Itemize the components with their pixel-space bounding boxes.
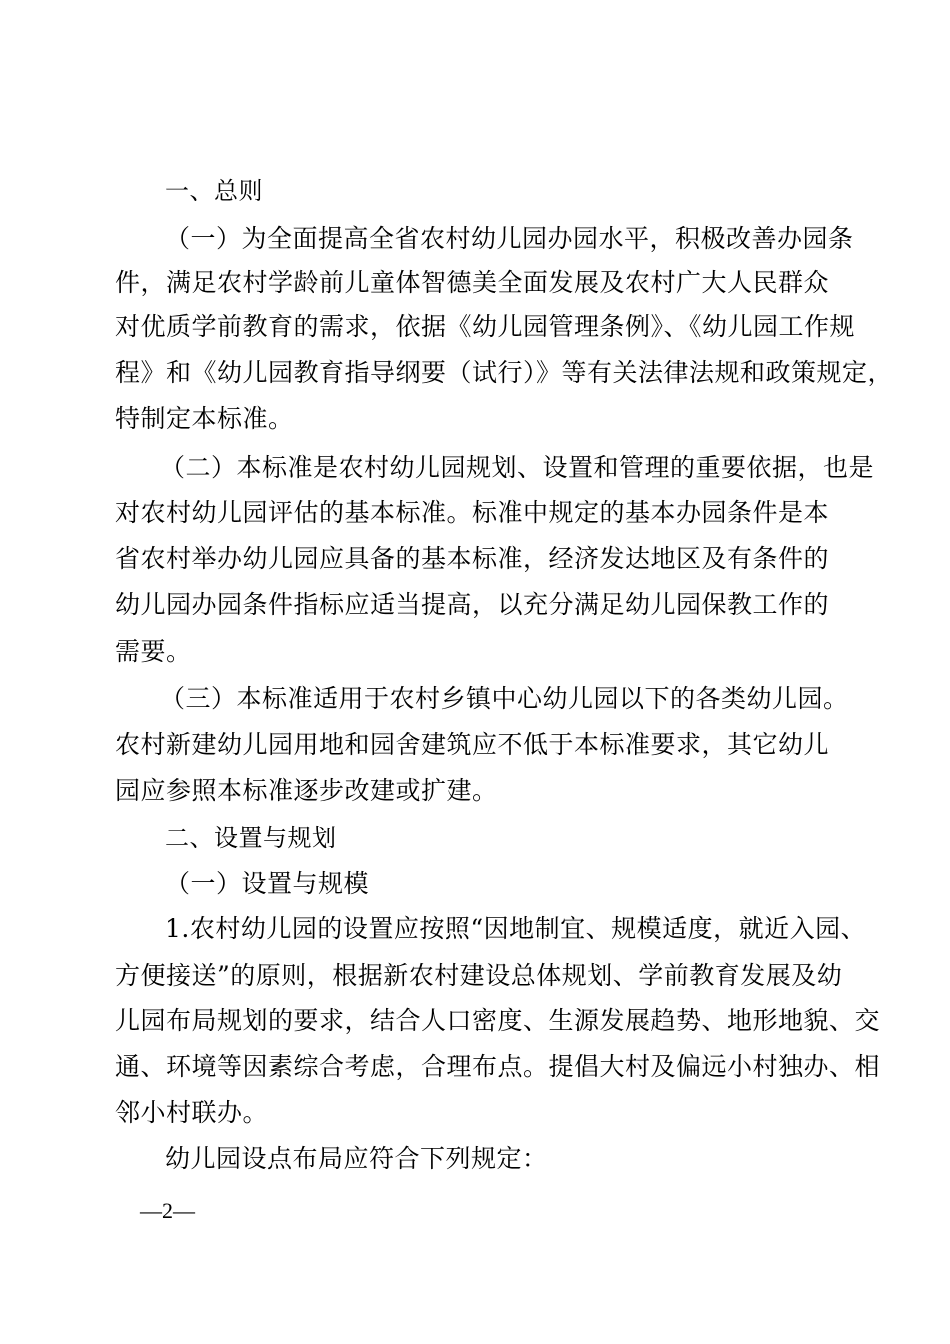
paragraph-line: 园应参照本标准逐步改建或扩建。 [115, 776, 498, 805]
paragraph-line: （一）为全面提高全省农村幼儿园办园水平，积极改善办园条 [165, 224, 854, 253]
paragraph-line: 农村新建幼儿园用地和园舍建筑应不低于本标准要求，其它幼儿 [115, 730, 830, 759]
paragraph-line: 程》和《幼儿园教育指导纲要（试行）》等有关法律法规和政策规定， [115, 358, 894, 387]
paragraph-line: 件，满足农村学龄前儿童体智德美全面发展及农村广大人民群众 [115, 268, 830, 297]
paragraph-line: 1.农村幼儿园的设置应按照“因地制宜、规模适度，就近入园、 [165, 914, 867, 943]
paragraph-line: 通、环境等因素综合考虑，合理布点。提倡大村及偏远小村独办、相 [115, 1052, 881, 1081]
paragraph-line: 需要。 [115, 637, 192, 666]
paragraph-line: 对优质学前教育的需求，依据《幼儿园管理条例》、《幼儿园工作规 [115, 312, 856, 341]
paragraph-line: 方便接送”的原则，根据新农村建设总体规划、学前教育发展及幼 [115, 961, 843, 990]
paragraph-line: 省农村举办幼儿园应具备的基本标准，经济发达地区及有条件的 [115, 544, 830, 573]
paragraph-line: （二）本标准是农村幼儿园规划、设置和管理的重要依据，也是 [160, 453, 875, 482]
paragraph-line: 幼儿园办园条件指标应适当提高，以充分满足幼儿园保教工作的 [115, 590, 830, 619]
paragraph-line: （三）本标准适用于农村乡镇中心幼儿园以下的各类幼儿园。 [160, 684, 849, 713]
paragraph-line: 邻小村联办。 [115, 1098, 269, 1127]
section-heading: 二、设置与规划 [165, 824, 337, 852]
paragraph-line: 儿园布局规划的要求，结合人口密度、生源发展趋势、地形地貌、交 [115, 1006, 881, 1035]
section-heading: 一、总则 [165, 177, 263, 205]
paragraph-line: 对农村幼儿园评估的基本标准。标准中规定的基本办园条件是本 [115, 498, 830, 527]
paragraph-line: 幼儿园设点布局应符合下列规定： [165, 1144, 548, 1173]
page-number: —2— [140, 1198, 195, 1223]
subsection-heading: （一）设置与规模 [165, 869, 370, 898]
paragraph-line: 特制定本标准。 [115, 404, 294, 433]
